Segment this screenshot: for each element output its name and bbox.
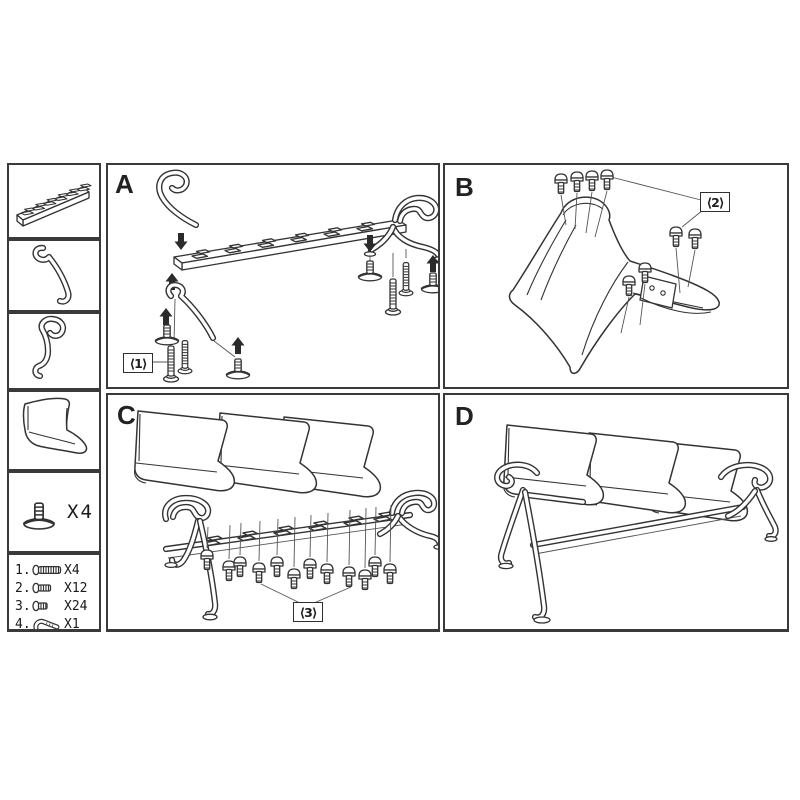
hardware-count: X12 xyxy=(64,580,88,596)
hardware-num: 4. xyxy=(15,616,31,632)
callout-2-box: ⟨2⟩ xyxy=(700,192,730,212)
panel-a-step1 xyxy=(106,163,440,389)
panel-d-drawing xyxy=(445,395,787,629)
hardware-num: 2. xyxy=(15,580,31,596)
panel-c-letter: C xyxy=(117,400,137,430)
hardware-row xyxy=(9,615,99,633)
panel-c-drawing xyxy=(108,395,438,629)
rail-drawing xyxy=(9,165,99,237)
panel-d-letter: D xyxy=(455,401,475,431)
glide-count: X4 xyxy=(67,501,94,523)
screw-short-icon xyxy=(32,600,64,612)
hardware-count: X24 xyxy=(64,598,88,614)
hardware-count: X1 xyxy=(64,616,80,632)
part-thumb-front-leg xyxy=(7,239,101,312)
panel-a-letter: A xyxy=(115,169,135,199)
floor-glide-icon xyxy=(15,492,67,532)
part-thumb-floor-glide xyxy=(7,471,101,553)
panel-b-drawing xyxy=(445,165,787,387)
front-leg-drawing xyxy=(9,241,99,310)
callout-3-box: ⟨3⟩ xyxy=(293,602,323,622)
hardware-row xyxy=(9,561,99,579)
hardware-num: 3. xyxy=(15,598,31,614)
hardware-num: 1. xyxy=(15,562,31,578)
part-thumb-seat-shell xyxy=(7,390,101,471)
hex-bolt-icon xyxy=(32,564,64,576)
hardware-count: X4 xyxy=(64,562,80,578)
callout-1-box: ⟨1⟩ xyxy=(123,353,153,373)
seat-shell-drawing xyxy=(9,392,99,469)
panel-d-step4 xyxy=(443,393,789,632)
panel-b-letter: B xyxy=(455,172,475,202)
panel-a-drawing xyxy=(108,165,438,387)
armrest-drawing xyxy=(9,314,99,388)
part-thumb-armrest xyxy=(7,312,101,390)
panel-c-step3 xyxy=(106,393,440,632)
hardware-row xyxy=(9,597,99,615)
allen-key-icon xyxy=(32,617,64,631)
screw-medium-icon xyxy=(32,582,64,594)
hardware-list xyxy=(7,553,101,632)
hardware-row xyxy=(9,579,99,597)
panel-b-step2 xyxy=(443,163,789,389)
part-thumb-rail xyxy=(7,163,101,239)
